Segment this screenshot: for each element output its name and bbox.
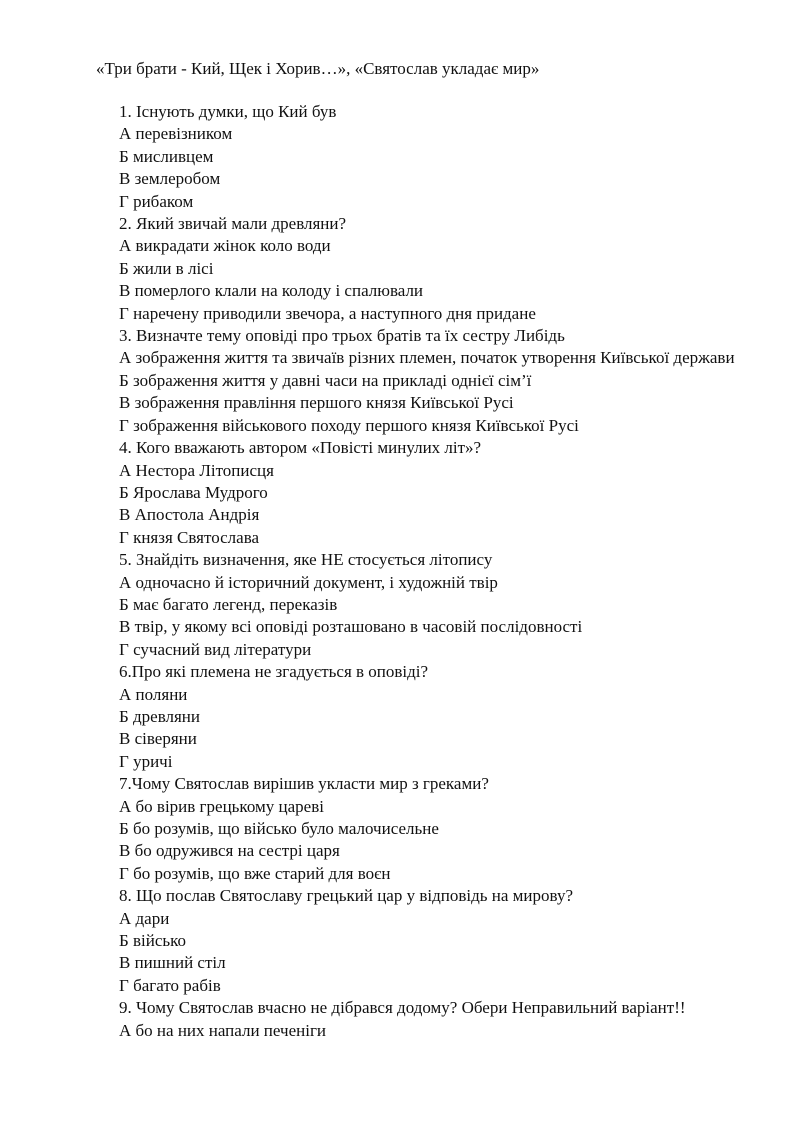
answer-option: Г бо розумів, що вже старий для воєн <box>119 863 391 883</box>
answer-option: Б Ярослава Мудрого <box>119 482 268 502</box>
answer-option: Б жили в лісі <box>119 258 214 278</box>
question-3: 3. Визначте тему оповіді про трьох братів та їх сестру Либідь <box>119 326 565 346</box>
answer-option: В землеробом <box>119 169 221 189</box>
answer-option: А бо вірив грецькому цареві <box>119 796 324 816</box>
answer-option: Г сучасний вид літератури <box>119 639 312 659</box>
answer-option: Б мисливцем <box>119 146 214 166</box>
question-6: 6.Про які племена не згадується в оповіді? <box>119 662 429 682</box>
question-5: 5. Знайдіть визначення, яке НЕ стосується літопису <box>119 550 493 570</box>
answer-option: Г зображення військового походу першого князя Київської Русі <box>119 415 579 435</box>
answer-option: Б зображення життя у давні часи на прикладі однієї сім’ї <box>119 370 532 390</box>
answer-option: В бо одружився на сестрі царя <box>119 841 340 861</box>
answer-option: Б древляни <box>119 706 201 726</box>
answer-option: А поляни <box>119 684 188 704</box>
answer-option: Г рибаком <box>119 191 194 211</box>
answer-option: А викрадати жінок коло води <box>119 236 331 256</box>
answer-option: В Апостола Андрія <box>119 505 260 525</box>
answer-option: А бо на них напали печеніги <box>119 1020 327 1040</box>
quiz-list <box>119 101 779 1042</box>
question-1: 1. Існують думки, що Кий був <box>119 102 337 121</box>
question-9: 9. Чому Святослав вчасно не дібрався додому? Обери Неправильний варіант!! <box>119 998 686 1018</box>
answer-option: Г князя Святослава <box>119 527 260 547</box>
answer-option: А одночасно й історичний документ, і художній твір <box>119 572 498 592</box>
answer-option: Б бо розумів, що військо було малочисельне <box>119 819 439 838</box>
document-title: «Три брати - Кий, Щек і Хорив…», «Святослав укладає мир» <box>96 59 540 78</box>
answer-option: А зображення життя та звичаїв різних племен, початок утворення Київської держави <box>119 348 735 368</box>
question-7: 7.Чому Святослав вирішив укласти мир з греками? <box>119 774 489 794</box>
answer-option: Б військо <box>119 931 187 951</box>
answer-option: Г багато рабів <box>119 975 221 995</box>
answer-option: Г уричі <box>119 751 173 771</box>
answer-option: В пишний стіл <box>119 953 226 973</box>
answer-option: Г наречену приводили звечора, а наступного дня придане <box>119 303 536 323</box>
question-4: 4. Кого вважають автором «Повісті минулих літ»? <box>119 438 482 458</box>
question-8: 8. Що послав Святославу грецький цар у відповідь на мирову? <box>119 886 573 906</box>
answer-option: В померлого клали на колоду і спалювали <box>119 281 424 301</box>
answer-option: А Нестора Літописця <box>119 460 274 480</box>
answer-option: А дари <box>119 908 170 928</box>
answer-option: Б має багато легенд, переказів <box>119 594 338 614</box>
answer-option: В зображення правління першого князя Київської Русі <box>119 393 514 413</box>
answer-option: В твір, у якому всі оповіді розташовано в часовій послідовності <box>119 617 583 637</box>
answer-option: А перевізником <box>119 124 233 144</box>
question-2: 2. Який звичай мали древляни? <box>119 214 347 234</box>
answer-option: В сіверяни <box>119 729 197 749</box>
